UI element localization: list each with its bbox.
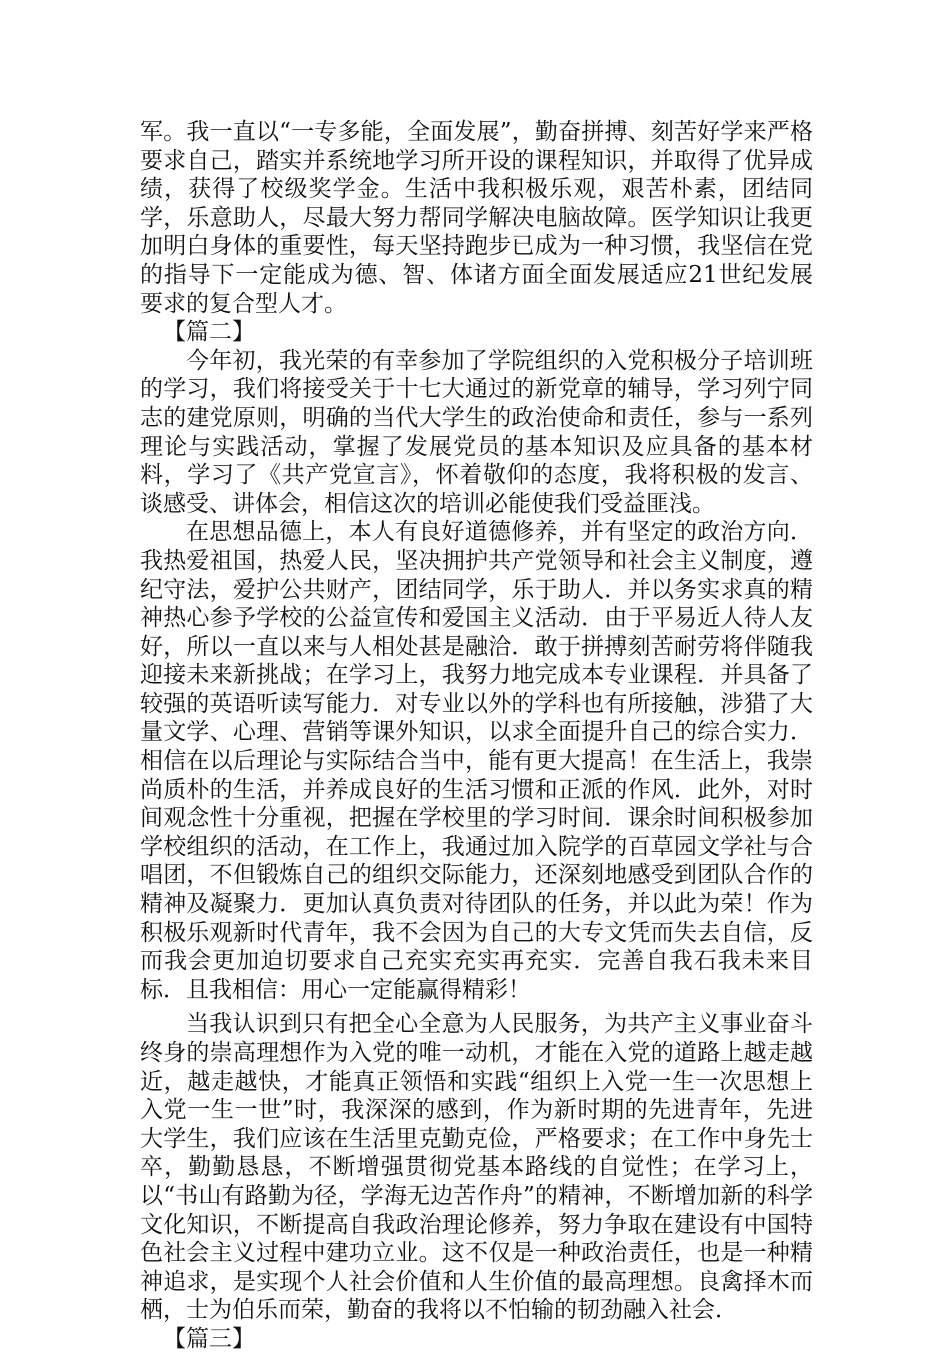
paragraph-training: 今年初，我光荣的有幸参加了学院组织的入党积极分子培训班的学习，我们将接受关于十七大通过的新党章的辅导，学习列宁同志的建党原则，明确的当代大学生的政治使命和责任，参与一系列理论与实践活动，掌握了发展党员的基本知识及应具备的基本材料，学习了《共产党宣言》，怀着敬仰的态度，我将积极的发言、谈感受、讲体会，相信这次的培训必能使我们受益匪浅。 xyxy=(140,347,813,517)
paragraph-party-motivation: 当我认识到只有把全心全意为人民服务，为共产主义事业奋斗终身的崇高理想作为入党的唯一动机，才能在入党的道路上越走越近，越走越快，才能真正领悟和实践“组织上入党一生一次思想上入党一生一世”时，我深深的感到，作为新时期的先进青年，先进大学生，我们应该在生活里克勤克俭，严格要求；在工作中身先士卒，勤勤恳恳，不断增强贯彻党基本路线的自觉性；在学习上，以“书山有路勤为径，学海无边苦作舟”的精神，不断增加新的科学文化知识，不断提高自我政治理论修养，努力争取在建设有中国特色社会主义过程中建功立业。这不仅是一种政治责任，也是一种精神追求，是实现个人社会价值和人生价值的最高理想。良禽择木而栖，士为伯乐而荣，勤奋的我将以不怕输的韧劲融入社会． xyxy=(140,1011,813,1324)
paragraph-continuation: 军。我一直以“一专多能，全面发展”，勤奋拼搏、刻苦好学来严格要求自己，踏实并系统地学习所开设的课程知识，并取得了优异成绩，获得了校级奖学金。生活中我积极乐观，艰苦朴素，团结同学，乐意助人，尽最大努力帮同学解决电脑故障。医学知识让我更加明白身体的重要性，每天坚持跑步已成为一种习惯，我坚信在党的指导下一定能成为德、智、体诸方面全面发展适应21世纪发展要求的复合型人才。 xyxy=(140,119,813,317)
paragraph-moral-character: 在思想品德上，本人有良好道德修养，并有坚定的政治方向．我热爱祖国，热爱人民，坚决拥护共产党领导和社会主义制度，遵纪守法，爱护公共财产，团结同学，乐于助人．并以务实求真的精神热心参予学校的公益宣传和爱国主义活动．由于平易近人待人友好，所以一直以来与人相处甚是融洽．敢于拼搏刻苦耐劳将伴随我迎接未来新挑战；在学习上，我努力地完成本专业课程．并具备了较强的英语听读写能力．对专业以外的学科也有所接触，涉猎了大量文学、心理、营销等课外知识，以求全面提升自己的综合实力．相信在以后理论与实际结合当中，能有更大提高！在生活上，我崇尚质朴的生活，并养成良好的生活习惯和正派的作风．此外，对时间观念性十分重视，把握在学校里的学习时间．课余时间积极参加学校组织的活动，在工作上，我通过加入院学的百草园文学社与合唱团，不但锻炼自己的组织交际能力，还深刻地感受到团队合作的精神及凝聚力．更加认真负责对待团队的任务，并以此为荣！作为积极乐观新时代青年，我不会因为自己的大专文凭而失去自信，反而我会更加迫切要求自己充实充实再充实．完善自我石我未来目标．且我相信：用心一定能赢得精彩！ xyxy=(140,519,813,1003)
document-page xyxy=(140,118,813,1354)
section-heading-part-two: 【篇二】 xyxy=(163,319,255,346)
section-heading-part-three: 【篇三】 xyxy=(163,1325,255,1352)
